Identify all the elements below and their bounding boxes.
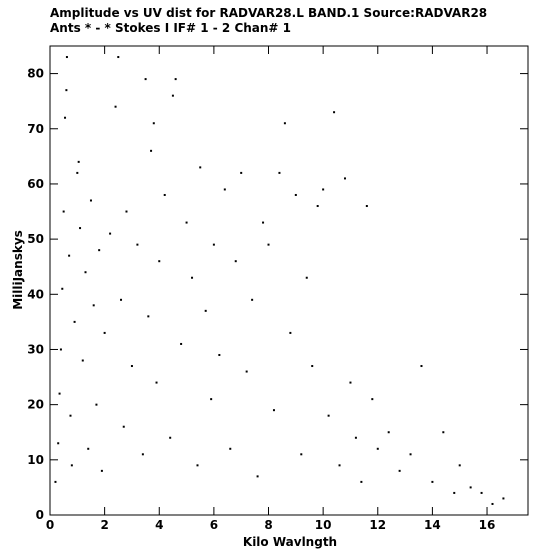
data-point [229,448,231,450]
data-point [147,315,149,317]
y-tick-label: 50 [27,232,44,247]
data-point [442,431,444,433]
data-point [136,244,138,246]
y-tick-label: 0 [35,508,44,522]
x-tick-label: 0 [45,518,55,532]
data-point [344,177,346,179]
data-point [410,453,412,455]
data-points [54,56,504,505]
axis-ticks [27,46,528,532]
y-tick-label: 70 [27,121,44,136]
data-point [459,464,461,466]
data-point [289,332,291,334]
data-point [317,205,319,207]
data-point [109,233,111,235]
data-point [273,409,275,411]
data-point [68,255,70,257]
data-point [339,464,341,466]
chart-title: Amplitude vs UV dist for RADVAR28.L BAND.1 Source:RADVAR28 [50,6,488,20]
data-point [54,481,56,483]
data-point [120,299,122,301]
data-point [328,415,330,417]
data-point [64,117,66,119]
data-point [125,211,127,213]
data-point [169,437,171,439]
data-point [76,172,78,174]
data-point [60,348,62,350]
data-point [153,122,155,124]
data-point [251,299,253,301]
data-point [481,492,483,494]
data-point [79,227,81,229]
data-point [191,277,193,279]
data-point [388,431,390,433]
data-point [66,56,68,58]
data-point [268,244,270,246]
data-point [210,398,212,400]
data-point [431,481,433,483]
x-tick-label: 8 [264,518,273,532]
data-point [300,453,302,455]
y-tick-label: 40 [27,287,44,302]
data-point [82,360,84,362]
data-point [257,475,259,477]
data-point [360,481,362,483]
data-point [104,332,106,334]
data-point [142,453,144,455]
data-point [117,56,119,58]
data-point [399,470,401,472]
data-point [349,382,351,384]
data-point [502,497,504,499]
data-point [57,442,59,444]
data-point [470,486,472,488]
plot-frame [50,46,528,515]
y-axis-label: MilliJanskys [11,230,25,310]
data-point [78,161,80,163]
data-point [85,271,87,273]
data-point [90,199,92,201]
data-point [65,89,67,91]
data-point [115,106,117,108]
data-point [63,211,65,213]
x-tick-label: 2 [100,518,109,532]
data-point [101,470,103,472]
data-point [491,503,493,505]
data-point [61,288,63,290]
data-point [59,393,61,395]
x-tick-label: 10 [314,518,332,532]
data-point [172,95,174,97]
data-point [246,371,248,373]
data-point [175,78,177,80]
data-point [240,172,242,174]
data-point [93,304,95,306]
data-point [196,464,198,466]
y-tick-label: 20 [27,397,44,412]
data-point [180,343,182,345]
data-point [131,365,133,367]
y-tick-label: 30 [27,342,44,357]
data-point [205,310,207,312]
data-point [199,166,201,168]
data-point [145,78,147,80]
y-tick-label: 10 [27,452,44,467]
x-tick-label: 4 [155,518,164,532]
chart-subtitle: Ants * - * Stokes I IF# 1 - 2 Chan# 1 [50,21,292,35]
data-point [71,464,73,466]
data-point [156,382,158,384]
data-point [262,222,264,224]
x-axis-label: Kilo Wavlngth [242,535,338,549]
data-point [98,249,100,251]
data-point [284,122,286,124]
data-point [150,150,152,152]
data-point [453,492,455,494]
data-point [74,321,76,323]
data-point [278,172,280,174]
data-point [420,365,422,367]
data-point [87,448,89,450]
data-point [311,365,313,367]
data-point [355,437,357,439]
data-point [69,415,71,417]
data-point [295,194,297,196]
x-tick-label: 6 [209,518,219,532]
data-point [333,111,335,113]
y-tick-label: 80 [27,66,44,81]
data-point [164,194,166,196]
data-point [123,426,125,428]
data-point [235,260,237,262]
data-point [366,205,368,207]
x-tick-label: 14 [424,518,441,532]
data-point [158,260,160,262]
x-tick-label: 16 [478,518,496,532]
x-tick-label: 12 [369,518,387,532]
y-tick-label: 60 [27,176,44,191]
data-point [213,244,215,246]
data-point [371,398,373,400]
data-point [224,188,226,190]
data-point [377,448,379,450]
data-point [306,277,308,279]
data-point [95,404,97,406]
data-point [218,354,220,356]
data-point [322,188,324,190]
data-point [186,222,188,224]
